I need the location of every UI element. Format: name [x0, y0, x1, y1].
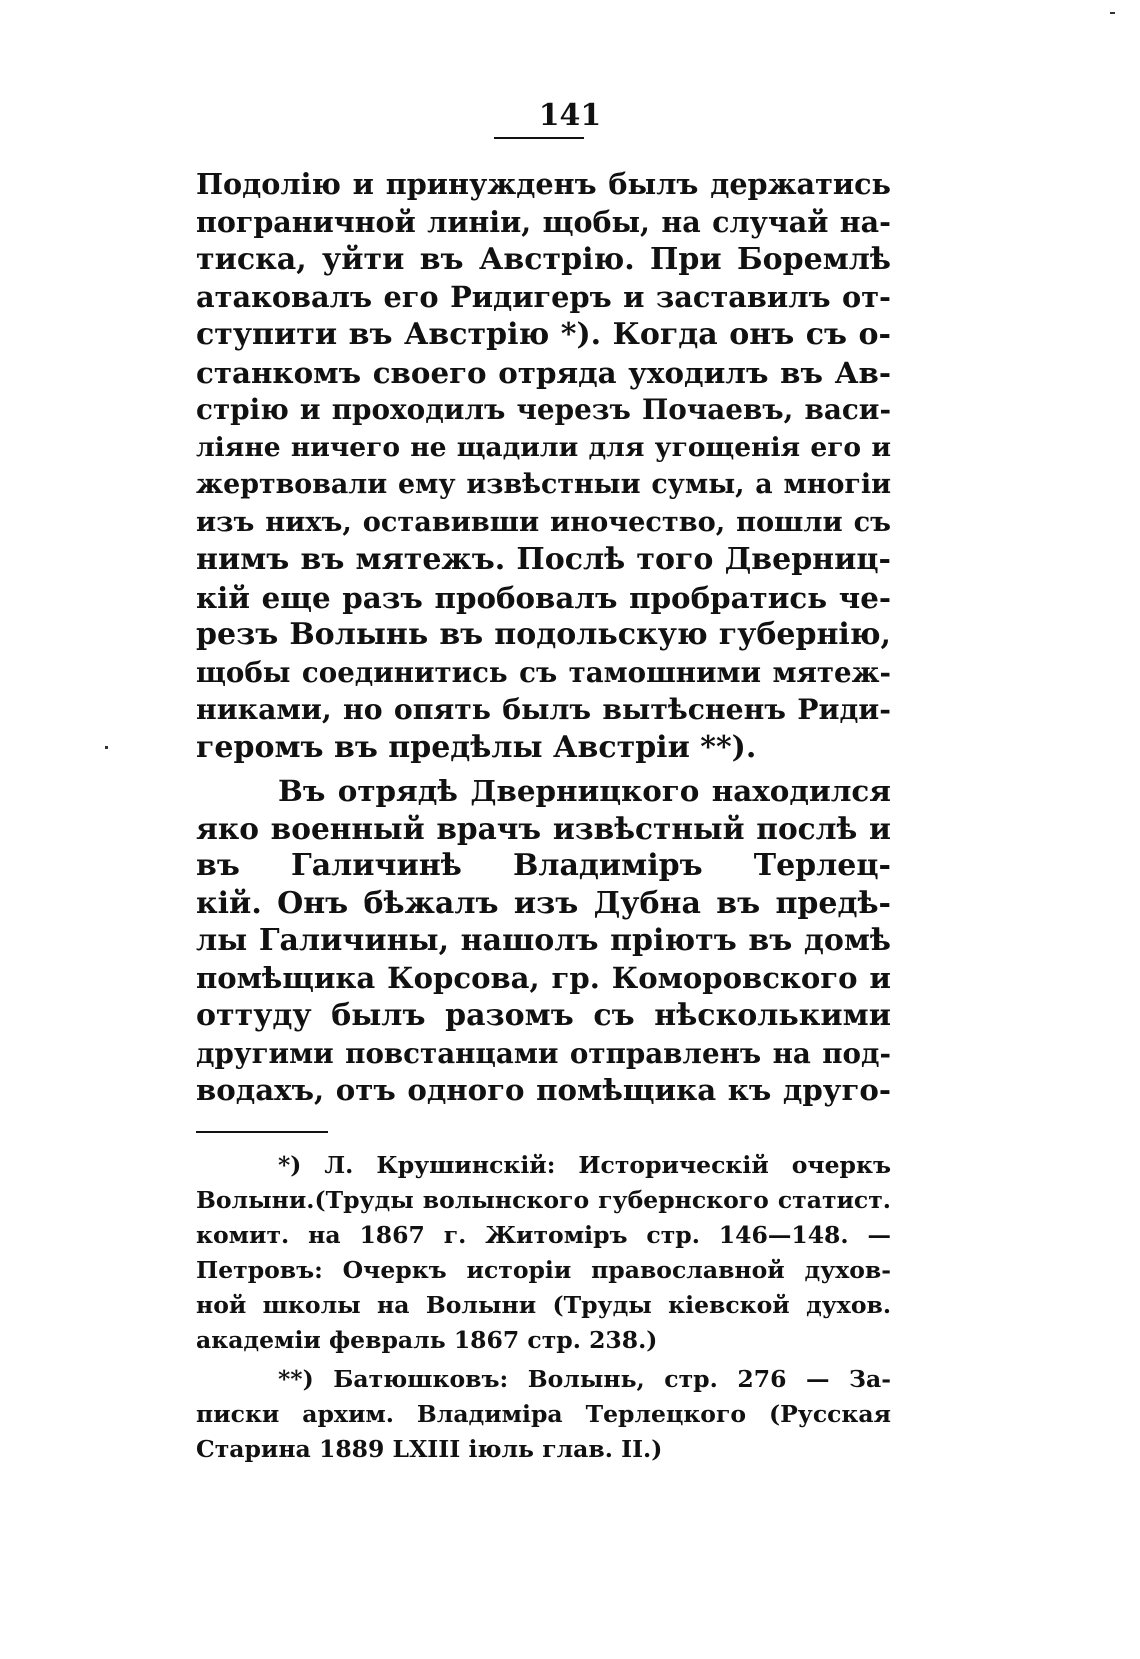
- text-line: другими повстанцами отправленъ на под-: [196, 1036, 891, 1070]
- text-line: нимъ въ мятежъ. Послѣ того Дверниц-: [196, 542, 891, 577]
- text-line: помѣщика Корсова, гр. Коморовского и: [196, 960, 891, 995]
- footnote-line: академіи февраль 1867 стр. 238.): [196, 1326, 658, 1354]
- footnote-line: ной школы на Волыни (Труды кіевской духов.: [196, 1291, 891, 1319]
- paragraph-1: [196, 166, 891, 766]
- text-line: щобы соединитись съ тамошними мятеж-: [196, 655, 891, 689]
- text-line: Въ отрядѣ Дверницкого находился: [278, 773, 891, 808]
- footnote-2: [196, 1362, 891, 1467]
- text-line: лы Галичины, нашолъ пріютъ въ домѣ: [196, 923, 891, 958]
- print-speck: [105, 746, 108, 749]
- text-line: атаковалъ его Ридигеръ и заставилъ от-: [196, 279, 891, 314]
- text-line: станкомъ своего отряда уходилъ въ Ав-: [196, 354, 891, 390]
- footnote-line: Волыни.(Труды волынского губернского статист.: [196, 1186, 891, 1214]
- text-line: водахъ, отъ одного помѣщика къ друго-: [196, 1073, 891, 1107]
- footnote-line: **) Батюшковъ: Волынь, стр. 276 — За-: [278, 1365, 891, 1393]
- page-number-underline: [494, 137, 584, 139]
- footnote-1: [196, 1148, 891, 1358]
- text-line: яко военный врачъ извѣстный послѣ и: [196, 810, 891, 846]
- footnotes: [196, 1148, 891, 1467]
- footnote-line: Старина 1889 LXIII іюль глав. II.): [196, 1435, 663, 1463]
- body-text: [196, 166, 891, 1110]
- footnote-line: писки архим. Владиміра Терлецкого (Русская: [196, 1400, 891, 1428]
- text-line: тиска, уйти въ Австрію. При Боремлѣ: [196, 242, 891, 277]
- text-line: резъ Волынь въ подольскую губернію,: [196, 617, 891, 652]
- text-line: жертвовали ему извѣстныи сумы, а многіи: [196, 469, 891, 500]
- page-number: 141: [538, 98, 602, 133]
- text-line: Подолію и принужденъ былъ держатись: [196, 167, 891, 201]
- print-speck: [1110, 12, 1115, 14]
- footnote-line: комит. на 1867 г. Житоміръ стр. 146—148. —: [196, 1221, 891, 1249]
- text-line: изъ нихъ, оставивши иночество, пошли съ: [196, 505, 891, 538]
- paragraph-2: [196, 772, 891, 1110]
- text-line: геромъ въ предѣлы Австріи **).: [196, 729, 757, 765]
- text-line: кій. Онъ бѣжалъ изъ Дубна въ предѣ-: [196, 885, 891, 921]
- text-line: оттуду былъ разомъ съ нѣсколькими: [196, 998, 891, 1033]
- text-line: никами, но опять былъ вытѣсненъ Риди-: [196, 692, 891, 726]
- text-line: стрію и проходилъ черезъ Почаевъ, васи-: [196, 393, 891, 426]
- text-line: ступити въ Австрію *). Когда онъ съ о-: [196, 317, 891, 352]
- text-line: пограничной линіи, щобы, на случай на-: [196, 204, 891, 239]
- footnote-separator: [196, 1131, 328, 1133]
- footnote-line: Петровъ: Очеркъ исторіи православной духов-: [196, 1256, 891, 1284]
- text-line: въ Галичинѣ Владиміръ Терлец-: [196, 848, 891, 883]
- footnote-line: *) Л. Крушинскій: Историческій очеркъ: [278, 1151, 891, 1179]
- text-line: ліяне ничего не щадили для угощенія его и: [196, 431, 891, 463]
- text-line: кій еще разъ пробовалъ пробратись че-: [196, 579, 891, 615]
